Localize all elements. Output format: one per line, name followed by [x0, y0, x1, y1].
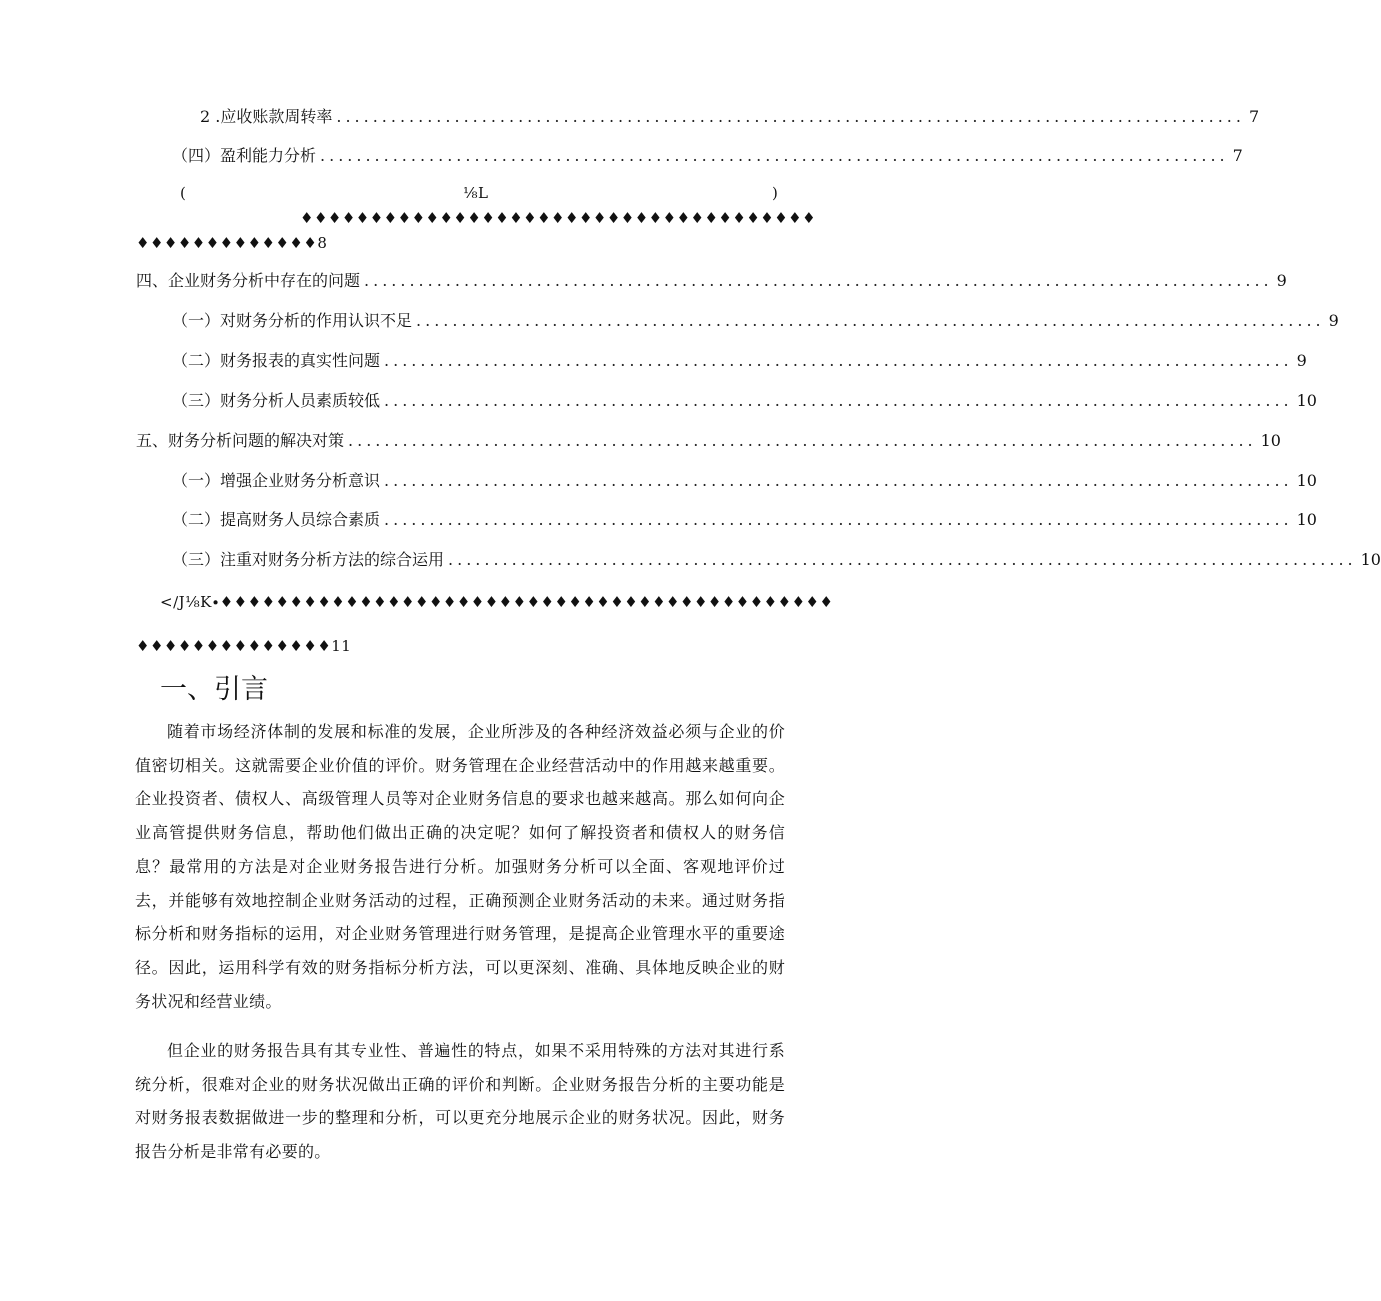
toc-leader-dots: .................................................................................................... [348, 431, 1257, 450]
toc-entry-page: 9 [1328, 311, 1339, 330]
toc-garbled-open-paren: ( [180, 184, 187, 202]
toc-leader-dots: .................................................................................................... [384, 391, 1293, 410]
section-heading: 一、引言 [160, 674, 268, 705]
toc-entry-page: 10 [1296, 510, 1317, 529]
toc-garbled-tail-line: ♦♦♦♦♦♦♦♦♦♦♦♦♦♦11 [136, 637, 352, 655]
toc-entry[interactable] [172, 142, 1243, 170]
toc-leader-dots: .................................................................................................... [416, 311, 1325, 330]
toc-entry-label: （一）增强企业财务分析意识 [172, 471, 381, 490]
toc-entry-page: 9 [1296, 351, 1307, 370]
toc-entry-page: 10 [1360, 550, 1381, 569]
toc-leader-dots: .................................................................................................... [320, 146, 1229, 165]
toc-entry[interactable] [172, 347, 1307, 375]
toc-entry[interactable] [172, 546, 1381, 574]
toc-leader-dots: .................................................................................................... [364, 271, 1273, 290]
toc-entry-label: 五、财务分析问题的解决对策 [136, 431, 345, 450]
toc-entry-label: （一）对财务分析的作用认识不足 [172, 311, 413, 330]
toc-entry-label: （二）提高财务人员综合素质 [172, 510, 381, 529]
toc-entry[interactable] [136, 427, 1281, 455]
toc-garbled-line: <∕J⅛K∙♦♦♦♦♦♦♦♦♦♦♦♦♦♦♦♦♦♦♦♦♦♦♦♦♦♦♦♦♦♦♦♦♦♦♦♦♦♦♦♦♦♦♦♦ [160, 593, 834, 611]
toc-entry[interactable] [172, 506, 1317, 534]
toc-entry[interactable] [200, 103, 1260, 131]
toc-entry-page: 10 [1296, 471, 1317, 490]
toc-garbled-text: ⅛L [463, 184, 489, 202]
toc-leader-dots: .................................................................................................... [448, 550, 1357, 569]
toc-garbled-close-paren: ) [772, 184, 779, 202]
toc-entry-label: 四、企业财务分析中存在的问题 [136, 271, 361, 290]
toc-entry-label: （三）财务分析人员素质较低 [172, 391, 381, 410]
toc-leader-dots: .................................................................................................... [384, 510, 1293, 529]
toc-leader-dots: .................................................................................................... [336, 107, 1245, 126]
toc-entry-page: 9 [1276, 271, 1287, 290]
toc-entry-label: （二）财务报表的真实性问题 [172, 351, 381, 370]
toc-entry[interactable] [136, 267, 1287, 295]
toc-entry-label: （三）注重对财务分析方法的综合运用 [172, 550, 445, 569]
toc-entry[interactable] [172, 387, 1317, 415]
toc-garbled-diamond-line: ♦♦♦♦♦♦♦♦♦♦♦♦♦♦♦♦♦♦♦♦♦♦♦♦♦♦♦♦♦♦♦♦♦♦♦♦♦ [300, 209, 817, 227]
toc-entry-page: 10 [1296, 391, 1317, 410]
toc-leader-dots: .................................................................................................... [384, 471, 1293, 490]
toc-entry-page: 10 [1260, 431, 1281, 450]
toc-entry-page: 7 [1248, 107, 1260, 126]
toc-entry[interactable] [172, 467, 1317, 495]
toc-entry-page: 7 [1232, 146, 1243, 165]
body-paragraph: 但企业的财务报告具有其专业性、普遍性的特点，如果不采用特殊的方法对其进行系统分析，很难对企业的财务状况做出正确的评价和判断。企业财务报告分析的主要功能是对财务报表数据做进一步的整理和分析，可以更充分地展示企业的财务状况。因此，财务报告分析是非常有必要的。 [135, 1041, 785, 1162]
toc-leader-dots: .................................................................................................... [384, 351, 1293, 370]
toc-entry[interactable] [172, 307, 1339, 335]
toc-entry-label: （四）盈利能力分析 [172, 146, 317, 165]
toc-garbled-tail-line: ♦♦♦♦♦♦♦♦♦♦♦♦♦8 [136, 234, 328, 252]
toc-entry-label: 2 .应收账款周转率 [200, 107, 333, 126]
body-paragraph: 随着市场经济体制的发展和标准的发展，企业所涉及的各种经济效益必须与企业的价值密切相关。这就需要企业价值的评价。财务管理在企业经营活动中的作用越来越重要。企业投资者、债权人、高级管理人员等对企业财务信息的要求也越来越高。那么如何向企业高管提供财务信息，帮助他们做出正确的决定呢？如何了解投资者和债权人的财务信息？最常用的方法是对企业财务报告进行分析。加强财务分析可以全面、客观地评价过去，并能够有效地控制企业财务活动的过程，正确预测企业财务活动的未来。通过财务指标分析和财务指标的运用，对企业财务管理进行财务管理，是提高企业管理水平的重要途径。因此，运用科学有效的财务指标分析方法，可以更深刻、准确、具体地反映企业的财务状况和经营业绩。 [135, 722, 785, 1011]
